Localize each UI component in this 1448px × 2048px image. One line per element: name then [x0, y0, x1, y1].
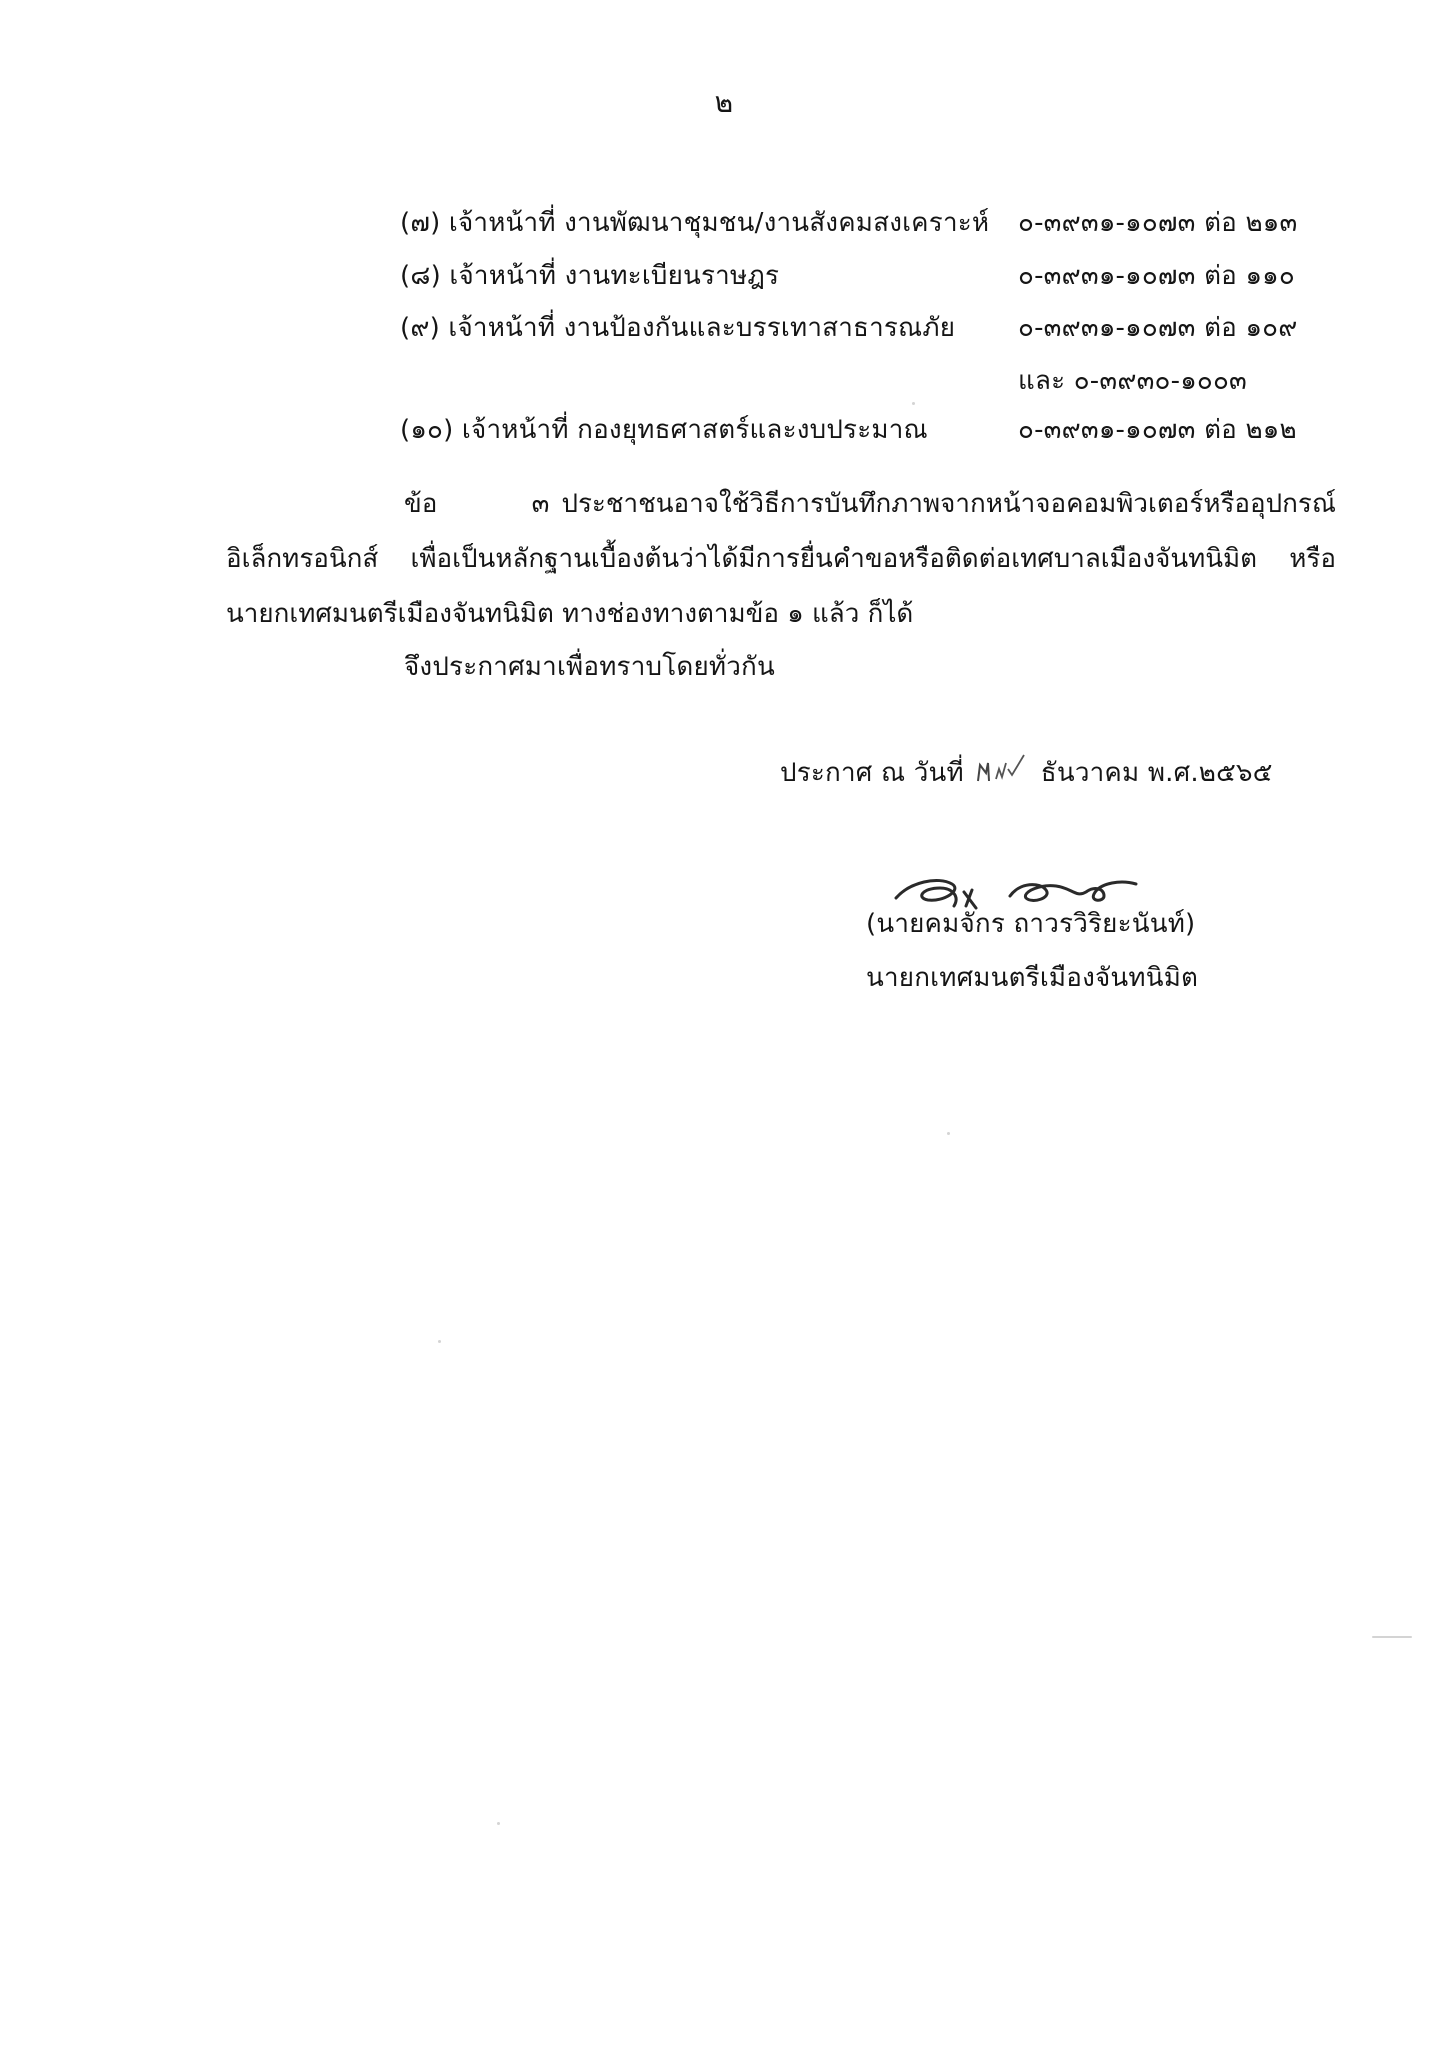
scan-speck [912, 402, 915, 405]
closing-statement: จึงประกาศมาเพื่อทราบโดยทั่วกัน [404, 652, 775, 682]
contact-label-9: (๙) เจ้าหน้าที่ งานป้องกันและบรรเทาสาธารณภัย [400, 313, 956, 343]
scan-speck [947, 1132, 950, 1135]
signer-name: (นายคมจักร ถาวรวิริยะนันท์) [866, 909, 1196, 939]
scan-speck [1372, 1636, 1412, 1638]
handwritten-day-mark [972, 757, 1032, 791]
contact-label-10: (๑๐) เจ้าหน้าที่ กองยุทธศาสตร์และงบประมาณ [400, 415, 928, 445]
scan-speck [497, 1822, 500, 1825]
contact-phone-8: ๐-๓๙๓๑-๑๐๗๓ ต่อ ๑๑๐ [1018, 261, 1295, 291]
announcement-date [780, 756, 1273, 791]
page-number: ๒ [714, 86, 734, 119]
article-3-text: ประชาชนอาจใช้วิธีการบันทึกภาพจากหน้าจอคอมพิวเตอร์หรืออุปกรณ์อิเล็กทรอนิกส์ เพื่อเป็นหลักฐานเบื้องต้นว่าได้มีการยื่นคำขอหรือติดต่อเทศบาลเมืองจันทนิมิต หรือ นายกเทศมนตรีเมืองจันทนิมิต ทางช่องทางตามข้อ ๑ แล้ว ก็ได้ [226, 489, 1336, 629]
article-3-paragraph [226, 477, 1336, 642]
contact-phone-9: ๐-๓๙๓๑-๑๐๗๓ ต่อ ๑๐๙ [1018, 313, 1298, 343]
contact-extra-phone-9: และ ๐-๓๙๓๐-๑๐๐๓ [1018, 366, 1248, 396]
contact-phone-7: ๐-๓๙๓๑-๑๐๗๓ ต่อ ๒๑๓ [1018, 208, 1298, 238]
date-prefix: ประกาศ ณ วันที่ [780, 758, 964, 788]
article-3-number: ข้อ ๓ [404, 489, 550, 519]
contact-label-8: (๘) เจ้าหน้าที่ งานทะเบียนราษฎร [400, 261, 780, 291]
contact-phone-10: ๐-๓๙๓๑-๑๐๗๓ ต่อ ๒๑๒ [1018, 415, 1297, 445]
date-month-year: ธันวาคม พ.ศ.๒๕๖๕ [1040, 758, 1273, 788]
contact-label-7: (๗) เจ้าหน้าที่ งานพัฒนาชุมชน/งานสังคมสงเคราะห์ [400, 208, 990, 238]
scan-speck [438, 1340, 441, 1343]
signer-title: นายกเทศมนตรีเมืองจันทนิมิต [866, 963, 1199, 993]
